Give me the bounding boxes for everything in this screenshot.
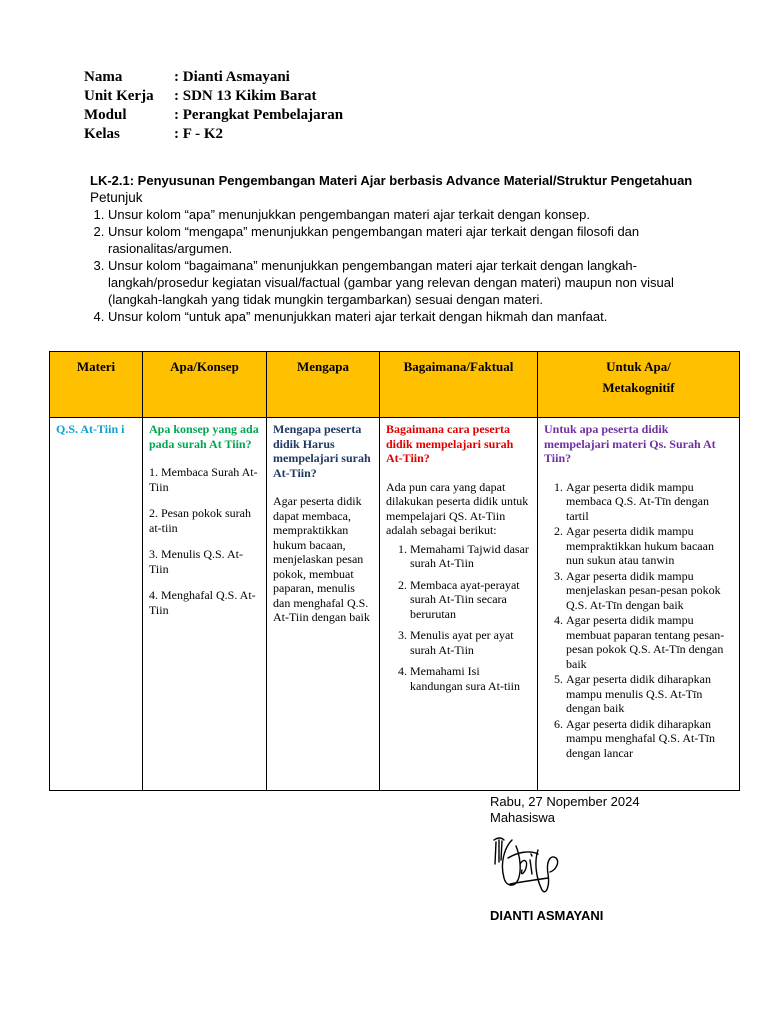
signature-date: Rabu, 27 Nopember 2024 — [490, 794, 640, 809]
identity-value: : SDN 13 Kikim Barat — [174, 88, 317, 104]
bagaimana-item: 4. Memahami Isi kandungan sura At-tiin — [410, 664, 531, 693]
header-bagaimana: Bagaimana/Faktual — [380, 352, 538, 418]
untuk-item: 1. Agar peserta didik mampu membaca Q.S. At-Tīn dengan tartil — [566, 480, 733, 524]
signature-block — [490, 794, 640, 923]
mengapa-question: Mengapa peserta didik Harus mempelajari surah At-Tiin? — [273, 422, 371, 480]
identity-label: Nama — [84, 69, 123, 85]
materi-table — [49, 351, 740, 791]
apa-item: 2. Pesan pokok surah at-tiin — [149, 506, 251, 535]
mengapa-answer: Agar peserta didik dapat membaca, mempraktikkan hukum bacaan, menjelaskan pesan pokok, membuat paparan, menulis dan menghafal Q.S. At-Tiin dengan baik — [273, 494, 370, 624]
apa-item: 3. Menulis Q.S. At-Tiin — [149, 547, 244, 576]
identity-row-modul — [84, 106, 343, 125]
petunjuk-item: 3. Unsur kolom “bagaimana” menunjukkan pengembangan materi ajar terkait dengan langkah-langkah/prosedur kegiatan visual/factual (gambar yang relevan dengan materi) maupun non visual (langkah-langkah yang tidak mungkin tergambarkan) sesuai dengan materi. — [108, 257, 690, 308]
header-untuk-apa — [538, 352, 740, 418]
header-metakognitif: Metakognitif — [602, 379, 675, 395]
untuk-item: 4. Agar peserta didik mampu membuat paparan tentang pesan-pesan pokok Q.S. At-Tīn dengan baik — [566, 613, 733, 671]
table-row — [50, 418, 740, 791]
cell-materi — [50, 418, 143, 791]
identity-row-unit-kerja — [84, 87, 343, 106]
lk-title: LK-2.1: Penyusunan Pengembangan Materi Ajar berbasis Advance Material/Struktur Pengetahuan — [90, 173, 693, 188]
bagaimana-item: 1. Memahami Tajwid dasar surah At-Tiin — [410, 542, 531, 571]
petunjuk-heading: Petunjuk — [90, 190, 143, 205]
header-materi: Materi — [50, 352, 143, 418]
cell-mengapa — [267, 418, 380, 791]
cell-apa-konsep — [143, 418, 267, 791]
petunjuk-list — [90, 206, 690, 325]
identity-label: Kelas — [84, 126, 120, 142]
bagaimana-item: 2. Membaca ayat-perayat surah At-Tiin secara berurutan — [410, 578, 531, 622]
bagaimana-question: Bagaimana cara peserta didik mempelajari surah At-Tiin? — [386, 422, 514, 465]
apa-item: 4. Menghafal Q.S. At-Tiin — [149, 588, 256, 617]
identity-label: Modul — [84, 107, 127, 123]
untuk-item: 6. Agar peserta didik diharapkan mampu menghafal Q.S. At-Tīn dengan lancar — [566, 717, 733, 761]
untuk-item: 5. Agar peserta didik diharapkan mampu menulis Q.S. At-Tīn dengan baik — [566, 672, 733, 716]
apa-question: Apa konsep yang ada pada surah At Tiin? — [149, 422, 259, 451]
header-mengapa: Mengapa — [267, 352, 380, 418]
cell-bagaimana — [380, 418, 538, 791]
identity-row-kelas — [84, 125, 343, 144]
header-untuk-apa-line1: Untuk Apa/ — [606, 359, 671, 374]
untuk-item: 3. Agar peserta didik mampu menjelaskan pesan-pesan pokok Q.S. At-Tīn dengan baik — [566, 569, 733, 613]
cell-untuk-apa — [538, 418, 740, 791]
bagaimana-item: 3. Menulis ayat per ayat surah At-Tiin — [410, 628, 531, 657]
petunjuk-item: 4. Unsur kolom “untuk apa” menunjukkan materi ajar terkait dengan hikmah dan manfaat. — [108, 308, 690, 325]
bagaimana-list — [386, 542, 531, 694]
identity-row-nama — [84, 68, 343, 87]
untuk-item: 2. Agar peserta didik mampu mempraktikkan hukum bacaan nun sukun atau tanwin — [566, 524, 733, 568]
identity-label: Unit Kerja — [84, 88, 154, 104]
petunjuk-item: 1. Unsur kolom “apa” menunjukkan pengembangan materi ajar terkait dengan konsep. — [108, 206, 690, 223]
untuk-list — [544, 480, 733, 761]
materi-text: Q.S. At-Tiin i — [56, 422, 125, 436]
identity-value: : Dianti Asmayani — [174, 69, 290, 85]
apa-item: 1. Membaca Surah At-Tiin — [149, 465, 258, 494]
identity-value: : Perangkat Pembelajaran — [174, 107, 344, 123]
lk-instructions — [90, 172, 693, 325]
untuk-question: Untuk apa peserta didik mempelajari materi Qs. Surah At Tiin? — [544, 422, 716, 465]
header-apa-konsep: Apa/Konsep — [143, 352, 267, 418]
identity-value: : F - K2 — [174, 126, 224, 142]
signature-name: DIANTI ASMAYANI — [490, 908, 604, 923]
handwritten-signature — [490, 834, 570, 896]
signature-role: Mahasiswa — [490, 810, 556, 825]
petunjuk-item: 2. Unsur kolom “mengapa” menunjukkan pengembangan materi ajar terkait dengan filosofi dan rasionalitas/argumen. — [108, 223, 690, 257]
bagaimana-intro: Ada pun cara yang dapat dilakukan peserta didik untuk mempelajari QS. At-Tiin adalah sebagai berikut: — [386, 479, 529, 537]
identity-block — [84, 68, 343, 144]
table-header-row — [50, 352, 740, 418]
